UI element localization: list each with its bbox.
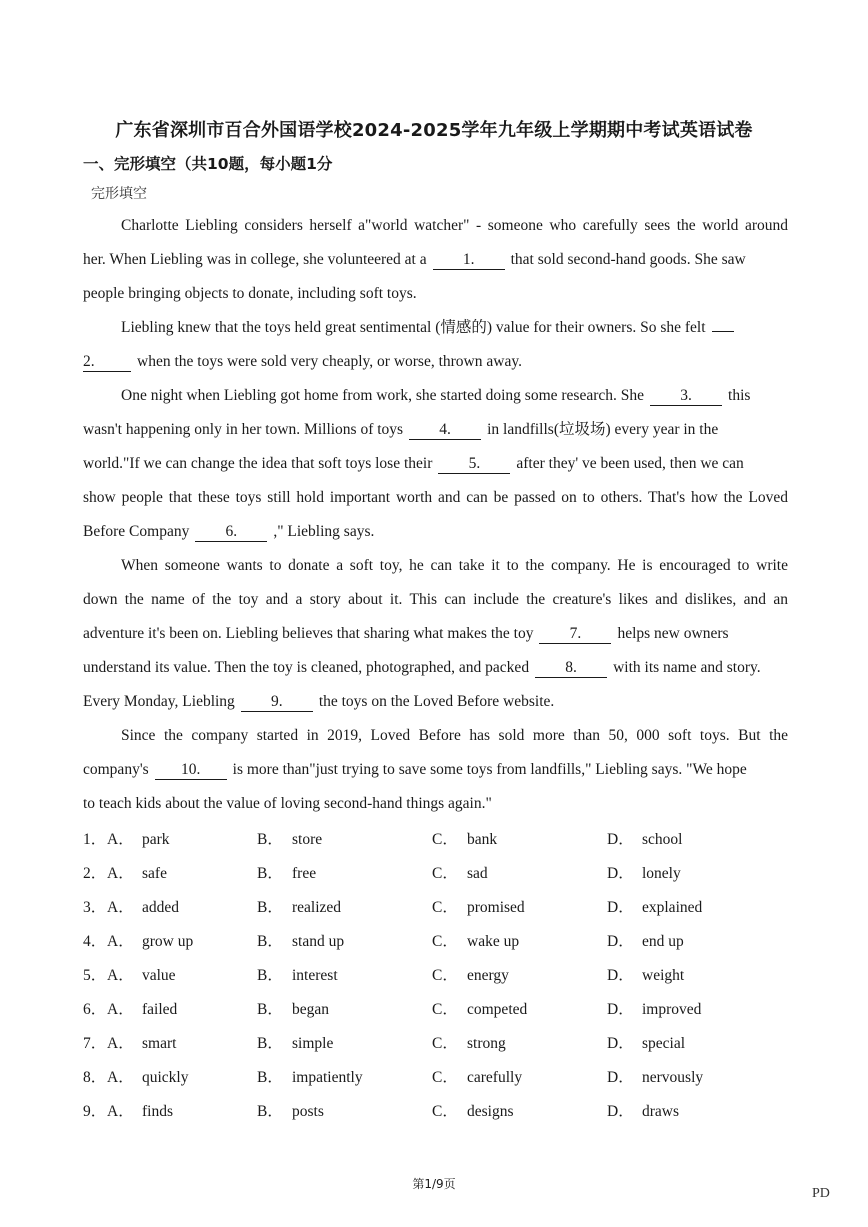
passage-text: wasn't happening only in her town. Millions of toys: [83, 421, 404, 438]
passage-text: this: [728, 387, 751, 404]
corner-mark: PD: [812, 1186, 830, 1201]
option-d-text: nervously: [642, 1069, 704, 1086]
option-a-text: value: [142, 967, 176, 984]
passage-text: in landfills(垃圾场) every year in the: [487, 421, 719, 438]
option-letter-b: B．: [257, 967, 283, 984]
question-number: 3．: [83, 899, 107, 916]
passage-line: to teach kids about the value of loving second-hand things again.": [83, 795, 492, 812]
question-number: 7．: [83, 1035, 107, 1052]
option-b-text: free: [292, 865, 317, 882]
option-letter-d: D．: [607, 899, 634, 916]
option-letter-b: B．: [257, 1069, 283, 1086]
passage-line: [83, 656, 788, 680]
question-row: [83, 862, 788, 886]
passage-line: [83, 690, 788, 714]
passage-line: [121, 384, 788, 408]
option-letter-c: C．: [432, 1103, 458, 1120]
option-letter-c: C．: [432, 1035, 458, 1052]
passage-line: [83, 248, 788, 272]
passage-text: her. When Liebling was in college, she volunteered at a: [83, 251, 427, 268]
passage-line: show people that these toys still hold important worth and can be passed on to others. That's how the Loved: [83, 489, 788, 506]
question-row: [83, 998, 788, 1022]
answer-blank-5: 5.: [438, 455, 510, 474]
option-letter-b: B．: [257, 1103, 283, 1120]
option-letter-d: D．: [607, 1069, 634, 1086]
option-b-text: impatiently: [292, 1069, 363, 1086]
answer-blank-8: 8.: [535, 659, 607, 678]
passage-line: [83, 520, 788, 544]
option-letter-a: A．: [107, 1035, 134, 1052]
passage-text: company's: [83, 761, 149, 778]
question-row: [83, 1066, 788, 1090]
question-number: 9．: [83, 1103, 107, 1120]
passage-line: [83, 452, 788, 476]
passage-text: ," Liebling says.: [273, 523, 375, 540]
option-a-text: added: [142, 899, 180, 916]
passage-text: with its name and story.: [613, 659, 761, 676]
option-d-text: draws: [642, 1103, 680, 1120]
passage-line: [121, 316, 788, 340]
option-b-text: posts: [292, 1103, 324, 1120]
page-number: 第1/9页: [412, 1177, 456, 1191]
option-letter-b: B．: [257, 865, 283, 882]
option-b-text: realized: [292, 899, 342, 916]
passage-text: that sold second-hand goods. She saw: [510, 251, 746, 268]
option-b-text: stand up: [292, 933, 345, 950]
option-letter-a: A．: [107, 967, 134, 984]
option-c-text: energy: [467, 967, 509, 984]
question-type-label: 完形填空: [91, 186, 147, 202]
question-number: 5．: [83, 967, 107, 984]
option-letter-d: D．: [607, 865, 634, 882]
option-letter-a: A．: [107, 933, 134, 950]
option-letter-d: D．: [607, 831, 634, 848]
option-d-text: explained: [642, 899, 703, 916]
question-row: [83, 896, 788, 920]
option-letter-c: C．: [432, 967, 458, 984]
question-row: [83, 964, 788, 988]
option-a-text: smart: [142, 1035, 177, 1052]
question-row: [83, 930, 788, 954]
passage-text: Every Monday, Liebling: [83, 693, 235, 710]
option-letter-d: D．: [607, 967, 634, 984]
option-c-text: designs: [467, 1103, 514, 1120]
passage-text: when the toys were sold very cheaply, or worse, thrown away.: [137, 353, 522, 370]
passage-line: When someone wants to donate a soft toy, he can take it to the company. He is encouraged to write: [121, 557, 788, 574]
answer-blank-9: 9.: [241, 693, 313, 712]
answer-blank-3: 3.: [650, 387, 722, 406]
option-c-text: carefully: [467, 1069, 523, 1086]
answer-blank-2: 2.: [83, 353, 131, 372]
section-heading: 一、完形填空（共10题，每小题1分: [83, 155, 333, 173]
option-letter-b: B．: [257, 899, 283, 916]
option-letter-d: D．: [607, 933, 634, 950]
passage-line: Since the company started in 2019, Loved Before has sold more than 50, 000 soft toys. But the: [121, 727, 788, 744]
passage-line: [83, 758, 788, 782]
option-letter-d: D．: [607, 1001, 634, 1018]
option-letter-a: A．: [107, 831, 134, 848]
answer-blank-4: 4.: [409, 421, 481, 440]
option-letter-c: C．: [432, 933, 458, 950]
option-a-text: park: [142, 831, 170, 848]
question-row: [83, 828, 788, 852]
option-c-text: promised: [467, 899, 525, 916]
option-b-text: store: [292, 831, 323, 848]
option-d-text: improved: [642, 1001, 702, 1018]
option-letter-b: B．: [257, 1035, 283, 1052]
option-letter-a: A．: [107, 1103, 134, 1120]
passage-text: helps new owners: [617, 625, 729, 642]
option-letter-c: C．: [432, 899, 458, 916]
answer-blank-10: 10.: [155, 761, 227, 780]
option-c-text: bank: [467, 831, 498, 848]
question-number: 6．: [83, 1001, 107, 1018]
passage-text: One night when Liebling got home from work, she started doing some research. She: [121, 387, 645, 404]
passage-line: [83, 418, 788, 442]
option-letter-b: B．: [257, 1001, 283, 1018]
option-b-text: simple: [292, 1035, 334, 1052]
passage-text: adventure it's been on. Liebling believes that sharing what makes the toy: [83, 625, 534, 642]
passage-text: after they' ve been used, then we can: [516, 455, 744, 472]
question-row: [83, 1032, 788, 1056]
option-d-text: school: [642, 831, 683, 848]
option-a-text: safe: [142, 865, 167, 882]
passage-line: people bringing objects to donate, including soft toys.: [83, 285, 417, 302]
question-number: 4．: [83, 933, 107, 950]
option-a-text: finds: [142, 1103, 173, 1120]
option-letter-c: C．: [432, 1069, 458, 1086]
option-c-text: competed: [467, 1001, 528, 1018]
option-letter-b: B．: [257, 831, 283, 848]
option-letter-b: B．: [257, 933, 283, 950]
passage-text: is more than"just trying to save some toys from landfills," Liebling says. "We hope: [232, 761, 747, 778]
answer-blank-6: 6.: [195, 523, 267, 542]
option-c-text: strong: [467, 1035, 506, 1052]
option-letter-a: A．: [107, 899, 134, 916]
exam-title: 广东省深圳市百合外国语学校2024-2025学年九年级上学期期中考试英语试卷: [115, 120, 753, 141]
answer-blank-1: 1.: [433, 251, 505, 270]
option-c-text: sad: [467, 865, 488, 882]
passage-line: [83, 622, 788, 646]
option-a-text: grow up: [142, 933, 194, 950]
question-row: [83, 1100, 788, 1124]
passage-text: Before Company: [83, 523, 190, 540]
passage-line: Charlotte Liebling considers herself a"world watcher" - someone who carefully sees the world around: [121, 217, 788, 234]
option-b-text: began: [292, 1001, 330, 1018]
option-b-text: interest: [292, 967, 338, 984]
passage-text: understand its value. Then the toy is cleaned, photographed, and packed: [83, 659, 530, 676]
option-letter-d: D．: [607, 1035, 634, 1052]
passage-text: Liebling knew that the toys held great sentimental (情感的) value for their owners. So she felt: [121, 319, 706, 336]
option-letter-c: C．: [432, 831, 458, 848]
option-d-text: weight: [642, 967, 685, 984]
option-d-text: lonely: [642, 865, 681, 882]
option-letter-c: C．: [432, 1001, 458, 1018]
option-a-text: quickly: [142, 1069, 189, 1086]
option-c-text: wake up: [467, 933, 520, 950]
passage-line: [83, 350, 788, 374]
option-d-text: special: [642, 1035, 686, 1052]
question-number: 2．: [83, 865, 107, 882]
option-letter-a: A．: [107, 865, 134, 882]
option-letter-d: D．: [607, 1103, 634, 1120]
option-letter-a: A．: [107, 1069, 134, 1086]
passage-text: the toys on the Loved Before website.: [318, 693, 555, 710]
answer-blank-7: 7.: [539, 625, 611, 644]
passage-line: down the name of the toy and a story about it. This can include the creature's likes and dislikes, and an: [83, 591, 788, 608]
option-letter-c: C．: [432, 865, 458, 882]
question-number: 8．: [83, 1069, 107, 1086]
question-number: 1．: [83, 831, 107, 848]
passage-text: world."If we can change the idea that soft toys lose their: [83, 455, 433, 472]
option-letter-a: A．: [107, 1001, 134, 1018]
option-d-text: end up: [642, 933, 684, 950]
answer-blank-2-start: [712, 331, 734, 332]
option-a-text: failed: [142, 1001, 178, 1018]
